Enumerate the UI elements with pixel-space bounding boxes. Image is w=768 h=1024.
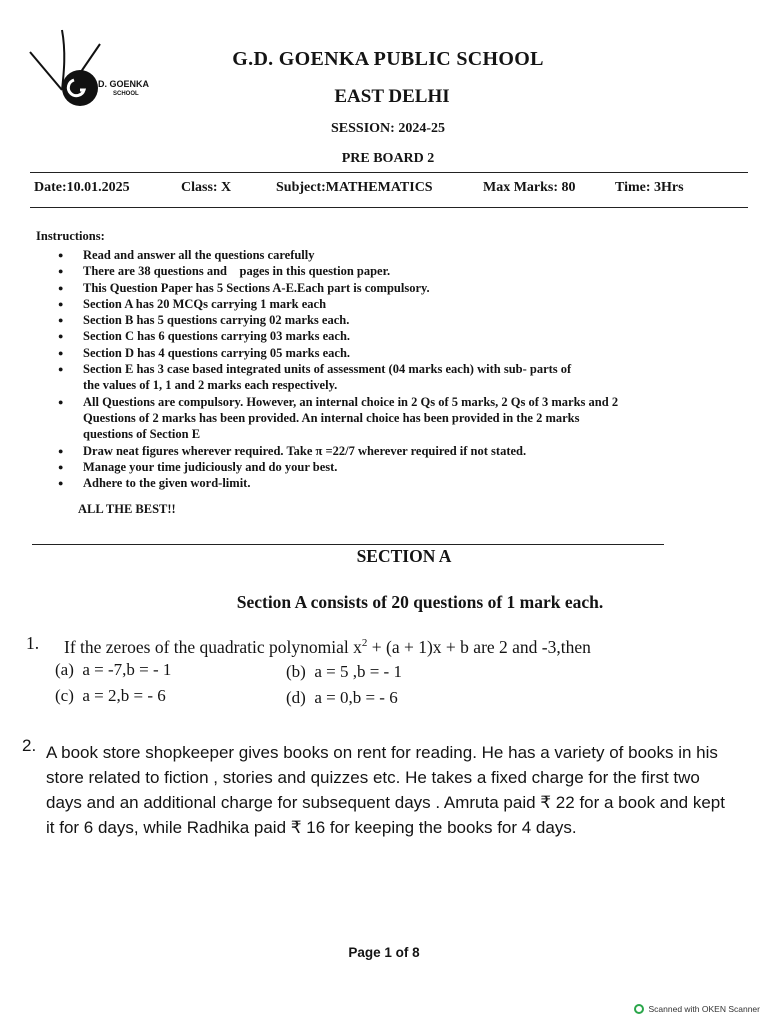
instruction-item: ● Section B has 5 questions carrying 02 marks each. [58,312,658,328]
question-text: If the zeroes of the quadratic polynomial $x^2 + (a + 1)x + b$ are 2 and -3,then [64,637,591,657]
instruction-item: ● Section A has 20 MCQs carrying 1 mark each [58,296,658,312]
instruction-item: ● Manage your time judiciously and do your best. [58,459,658,475]
instruction-item: ● Section E has 3 case based integrated units of assessment (04 marks each) with sub- parts of the values of 1, 1 and 2 marks each respectively. [58,361,588,394]
scanner-watermark [634,1004,760,1014]
exam-class: Class: X [181,180,232,195]
option-b: (b) a = 5 ,b = - 1 [286,662,402,681]
instruction-item: ● Read and answer all the questions carefully [58,247,658,263]
page-number: Page 1 of 8 [348,945,420,960]
closing-note: ALL THE BEST!! [78,502,176,516]
section-title: SECTION A [356,546,452,566]
school-city: EAST DELHI [334,86,450,107]
instructions-title: Instructions: [36,229,105,243]
instruction-item: ● All Questions are compulsory. However, an internal choice in 2 Qs of 5 marks, 2 Qs of 3 marks and 2 Questions of 2 marks has been provided. An internal choice has been provided in the 2 marks questions of Section E [58,394,628,443]
section-divider [32,544,664,545]
exam-date: Date:10.01.2025 [34,180,130,195]
header-divider-top [30,172,748,173]
instruction-item: ● Adhere to the given word-limit. [58,475,658,491]
header-divider-bottom [30,207,748,208]
instruction-item: ● Draw neat figures wherever required. Take π =22/7 wherever required if not stated. [58,443,658,459]
session: SESSION: 2024-25 [331,121,445,136]
max-marks: Max Marks: 80 [483,180,576,195]
scanner-logo-icon [634,1004,644,1014]
instruction-item: ● There are 38 questions and pages in this question paper. [58,263,658,279]
exponent: 2 [361,637,368,650]
exam-subject: Subject:MATHEMATICS [276,180,433,195]
option-d: (d) a = 0,b = - 6 [286,688,398,707]
instruction-item: ● Section D has 4 questions carrying 05 marks each. [58,345,658,361]
scanner-text: Scanned with OKEN Scanner [648,1004,760,1014]
question-text: A book store shopkeeper gives books on rent for reading. He has a variety of books in his store related to fiction , stories and quizzes etc. He takes a fixed charge for the first two days and an additional charge for subsequent days . Amruta paid ₹ 22 for a book and kept it for 6 days, while Radhika paid ₹ 16 for keeping the books for 4 days. [46,743,725,837]
instructions-list [58,247,658,491]
question-number: 1. [26,633,40,653]
section-description: Section A consists of 20 questions of 1 mark each. [236,592,604,612]
option-a: (a) a = -7,b = - 1 [55,660,172,679]
question-number: 2. [22,736,37,755]
exam-title: PRE BOARD 2 [341,151,435,166]
option-c: (c) a = 2,b = - 6 [55,686,166,705]
instruction-item: ● This Question Paper has 5 Sections A-E.Each part is compulsory. [58,280,658,296]
logo-subtext: SCHOOL [113,91,139,97]
logo-text: D. GOENKA [98,79,150,89]
school-name: G.D. GOENKA PUBLIC SCHOOL [232,48,544,70]
exam-time: Time: 3Hrs [615,180,684,195]
instruction-item: ● Section C has 6 questions carrying 03 marks each. [58,328,658,344]
